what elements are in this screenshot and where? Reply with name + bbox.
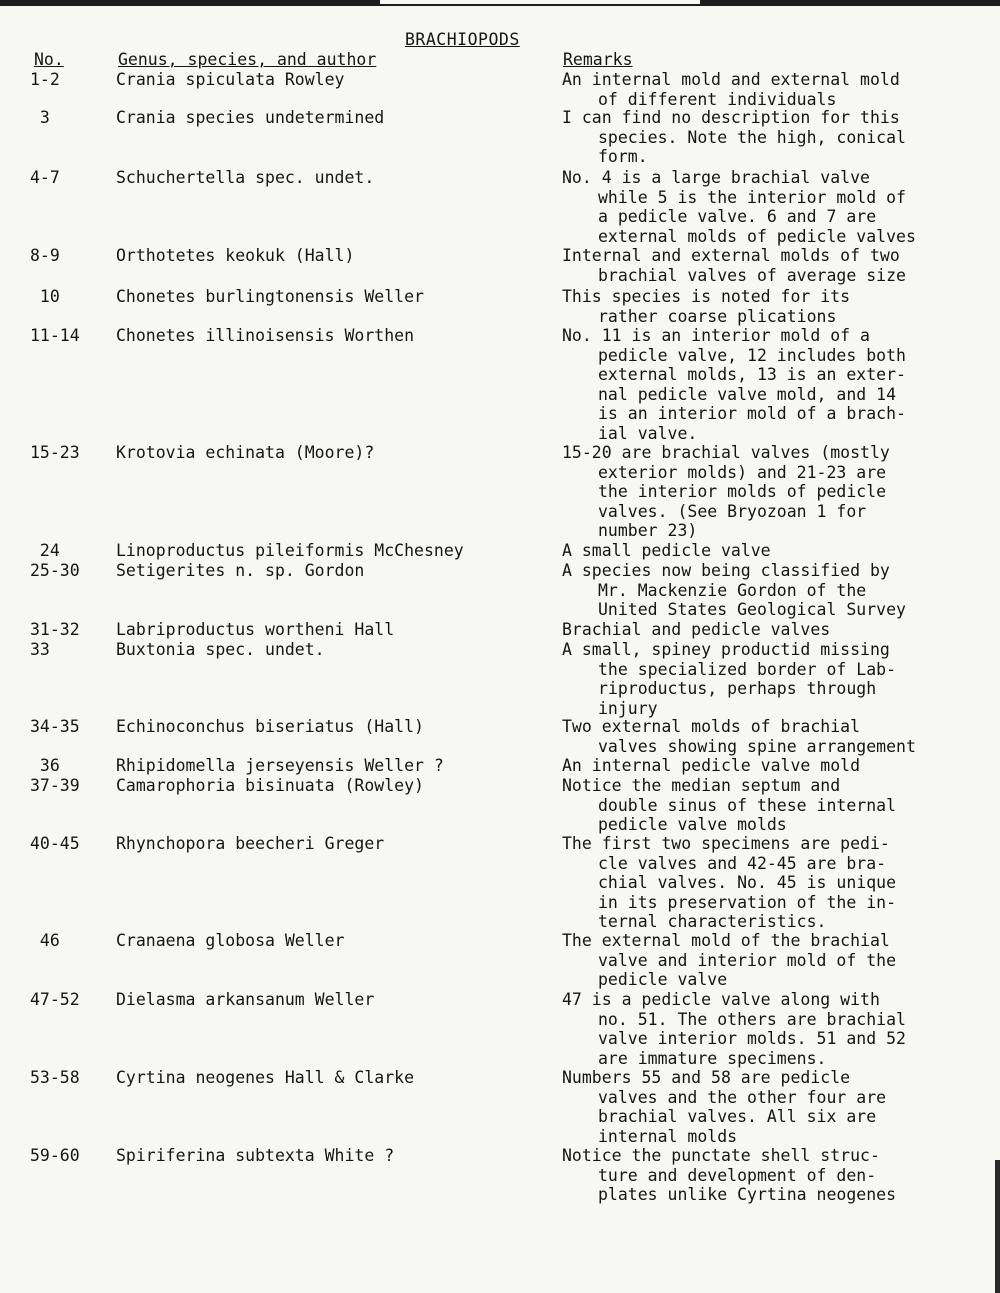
remarks-cell: [562, 620, 992, 640]
remarks-cell: [562, 756, 992, 776]
genus-species-author: Orthotetes keokuk (Hall): [116, 246, 355, 265]
specimen-number: 33: [30, 640, 50, 659]
remark-line: No. 4 is a large brachial valve: [562, 168, 870, 187]
specimen-number: 59-60: [30, 1146, 80, 1165]
remark-line: 47 is a pedicle valve along with: [562, 990, 880, 1009]
specimen-number: 3: [30, 108, 50, 127]
remark-line: cle valves and 42-45 are bra-: [598, 853, 887, 873]
genus-species-author: Camarophoria bisinuata (Rowley): [116, 776, 424, 795]
genus-species-author: Schuchertella spec. undet.: [116, 168, 375, 187]
remark-line: 15-20 are brachial valves (mostly: [562, 443, 890, 462]
specimen-number: 36: [30, 756, 60, 775]
remark-line: nal pedicle valve mold, and 14: [598, 384, 897, 404]
remark-line: form.: [598, 147, 648, 166]
specimen-number: 37-39: [30, 776, 80, 795]
remark-line: valves showing spine arrangement: [598, 736, 916, 756]
remarks-cell: [562, 640, 992, 718]
remarks-cell: [562, 990, 992, 1068]
remark-line: pedicle valve: [598, 970, 728, 989]
specimen-number: 15-23: [30, 443, 80, 462]
specimen-number: 10: [30, 287, 60, 306]
remarks-cell: [562, 717, 992, 756]
remark-line: internal molds: [598, 1126, 738, 1146]
remark-line: A small pedicle valve: [562, 541, 771, 560]
remark-line: valves and the other four are: [598, 1087, 887, 1107]
remark-line: are immature specimens.: [598, 1048, 827, 1068]
remark-line: brachial valves. All six are: [598, 1107, 877, 1126]
remark-line: plates unlike Cyrtina neogenes: [598, 1185, 897, 1204]
remark-line: the specialized border of Lab-: [598, 659, 897, 679]
remarks-cell: [562, 326, 992, 443]
remarks-cell: [562, 931, 992, 990]
remark-line: Numbers 55 and 58 are pedicle: [562, 1068, 851, 1087]
genus-species-author: Setigerites n. sp. Gordon: [116, 561, 365, 580]
remarks-cell: [562, 541, 992, 561]
remark-line: injury: [598, 698, 658, 718]
specimen-number: 53-58: [30, 1068, 80, 1087]
specimen-number: 4-7: [30, 168, 60, 187]
remark-line: species. Note the high, conical: [598, 127, 906, 147]
genus-species-author: Buxtonia spec. undet.: [116, 640, 325, 659]
genus-species-author: Cyrtina neogenes Hall & Clarke: [116, 1068, 415, 1087]
remark-line: rather coarse plications: [598, 306, 837, 326]
remark-line: in its preservation of the in-: [598, 892, 897, 912]
specimen-number: 24: [30, 541, 60, 560]
remarks-cell: [562, 70, 992, 109]
remark-line: Mr. Mackenzie Gordon of the: [598, 580, 867, 600]
specimen-number: 46: [30, 931, 60, 950]
remark-line: while 5 is the interior mold of: [598, 187, 906, 207]
column-header-no: No.: [34, 50, 64, 69]
remark-line: a pedicle valve. 6 and 7 are: [598, 207, 877, 226]
specimen-number: 31-32: [30, 620, 80, 639]
scan-edge-gap: [380, 0, 700, 4]
remark-line: An internal pedicle valve mold: [562, 756, 861, 775]
remark-line: ternal characteristics.: [598, 912, 827, 931]
remarks-cell: [562, 287, 992, 326]
genus-species-author: Echinoconchus biseriatus (Hall): [116, 717, 424, 736]
remark-line: valves. (See Bryozoan 1 for: [598, 501, 867, 521]
remark-line: pedicle valve, 12 includes both: [598, 345, 906, 365]
remark-line: Brachial and pedicle valves: [562, 620, 831, 639]
remark-line: external molds, 13 is an exter-: [598, 365, 906, 384]
remark-line: valve interior molds. 51 and 52: [598, 1029, 906, 1048]
remarks-cell: [562, 108, 992, 167]
specimen-number: 25-30: [30, 561, 80, 580]
remarks-cell: [562, 834, 992, 932]
remark-line: is an interior mold of a brach-: [598, 404, 906, 423]
remark-line: A small, spiney productid missing: [562, 640, 890, 659]
remark-line: no. 51. The others are brachial: [598, 1009, 906, 1029]
genus-species-author: Krotovia echinata (Moore)?: [116, 443, 375, 462]
scan-edge-right: [995, 1160, 1000, 1293]
genus-species-author: Rhipidomella jerseyensis Weller ?: [116, 756, 444, 775]
remark-line: An internal mold and external mold: [562, 70, 900, 89]
page-title: BRACHIOPODS: [405, 30, 520, 49]
genus-species-author: Crania spiculata Rowley: [116, 70, 345, 89]
genus-species-author: Chonetes burlingtonensis Weller: [116, 287, 424, 306]
genus-species-author: Cranaena globosa Weller: [116, 931, 345, 950]
remark-line: The first two specimens are pedi-: [562, 834, 890, 853]
remark-line: Internal and external molds of two: [562, 246, 900, 265]
specimen-number: 1-2: [30, 70, 60, 89]
remark-line: number 23): [598, 521, 698, 540]
genus-species-author: Linoproductus pileiformis McChesney: [116, 541, 464, 560]
remarks-cell: [562, 561, 992, 620]
genus-species-author: Spiriferina subtexta White ?: [116, 1146, 395, 1165]
specimen-number: 8-9: [30, 246, 60, 265]
specimen-number: 40-45: [30, 834, 80, 853]
remark-line: Notice the punctate shell struc-: [562, 1146, 880, 1165]
specimen-number: 47-52: [30, 990, 80, 1009]
remark-line: United States Geological Survey: [598, 600, 906, 619]
remarks-cell: [562, 246, 992, 285]
remark-line: I can find no description for this: [562, 108, 900, 127]
remark-line: valve and interior mold of the: [598, 950, 897, 970]
remarks-cell: [562, 1146, 992, 1205]
remark-line: external molds of pedicle valves: [598, 226, 916, 246]
remark-line: The external mold of the brachial: [562, 931, 890, 950]
remark-line: Two external molds of brachial: [562, 717, 861, 736]
specimen-number: 34-35: [30, 717, 80, 736]
genus-species-author: Labriproductus wortheni Hall: [116, 620, 395, 639]
remark-line: chial valves. No. 45 is unique: [598, 873, 897, 892]
remark-line: exterior molds) and 21-23 are: [598, 462, 887, 482]
remark-line: This species is noted for its: [562, 287, 851, 306]
specimen-number: 11-14: [30, 326, 80, 345]
remarks-cell: [562, 776, 992, 835]
remark-line: No. 11 is an interior mold of a: [562, 326, 870, 345]
remarks-cell: [562, 168, 992, 246]
remark-line: A species now being classified by: [562, 561, 890, 580]
remark-line: double sinus of these internal: [598, 795, 897, 815]
genus-species-author: Crania species undetermined: [116, 108, 385, 127]
remark-line: Notice the median septum and: [562, 776, 841, 795]
remark-line: ial valve.: [598, 423, 698, 443]
column-header-remarks: Remarks: [563, 50, 633, 69]
genus-species-author: Chonetes illinoisensis Worthen: [116, 326, 415, 345]
remark-line: brachial valves of average size: [598, 265, 906, 285]
genus-species-author: Rhynchopora beecheri Greger: [116, 834, 385, 853]
remarks-cell: [562, 1068, 992, 1146]
remark-line: riproductus, perhaps through: [598, 679, 877, 698]
remark-line: the interior molds of pedicle: [598, 482, 887, 501]
remark-line: ture and development of den-: [598, 1165, 877, 1185]
remark-line: pedicle valve molds: [598, 815, 787, 834]
remark-line: of different individuals: [598, 89, 837, 109]
remarks-cell: [562, 443, 992, 541]
column-header-genus: Genus, species, and author: [118, 50, 377, 69]
genus-species-author: Dielasma arkansanum Weller: [116, 990, 375, 1009]
